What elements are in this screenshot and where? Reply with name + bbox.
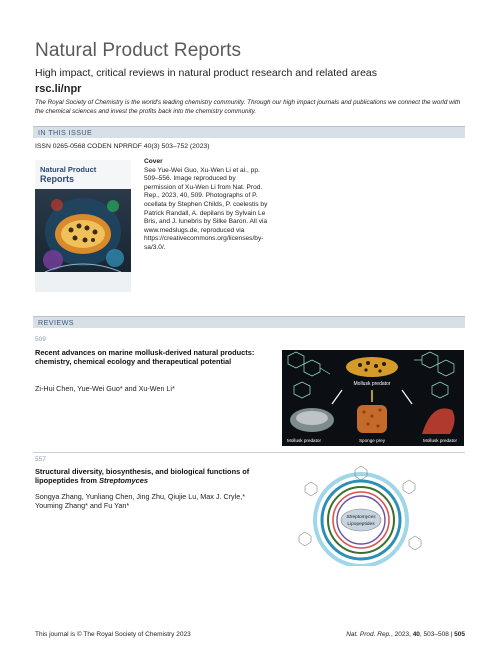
- review-page-number: 509: [35, 336, 46, 343]
- review-authors: Songya Zhang, Yunliang Chen, Jing Zhu, Qiujie Lu, Max J. Cryle,* Youming Zhang* and Fu Yan*: [35, 492, 246, 511]
- graphic-label-predator-right: Mollusk predator: [423, 438, 457, 443]
- in-this-issue-label: IN THIS ISSUE: [38, 128, 93, 137]
- graphic-label-predator-left: Mollusk predator: [287, 438, 321, 443]
- cover-caption-lead: Cover: [144, 158, 163, 165]
- review-authors: Zi-Hui Chen, Yue-Wei Guo* and Xu-Wen Li*: [35, 384, 175, 393]
- journal-url-link[interactable]: rsc.li/npr: [35, 83, 82, 95]
- divider: [33, 452, 465, 453]
- review-title-link[interactable]: Structural diversity, biosynthesis, and biological functions of lipopeptides from Streptomyces: [35, 467, 250, 486]
- rsc-blurb: The Royal Society of Chemistry is the world's leading chemistry community. Through our high impact journals and publications we connect the world with the chemical sciences and invest the profits back into the chemistry community.: [35, 99, 461, 115]
- review-title-link[interactable]: Recent advances on marine mollusk-derived natural products: chemistry, chemical ecology and therapeutical potential: [35, 348, 255, 367]
- reviews-label: REVIEWS: [38, 318, 74, 327]
- footer-copyright: This journal is © The Royal Society of Chemistry 2023: [35, 631, 191, 638]
- cover-footer: [35, 272, 131, 292]
- cover-title: Natural Product Reports: [40, 165, 97, 184]
- journal-title: Natural Product Reports: [35, 40, 242, 61]
- lipopeptide-graphic: [285, 466, 435, 566]
- cover-image[interactable]: [35, 160, 131, 292]
- review-graphic-lipopeptides[interactable]: [285, 466, 435, 566]
- footer-citation: Nat. Prod. Rep., 2023, 40, 503–508 | 505: [346, 631, 465, 638]
- issn-line: ISSN 0265-0568 CODEN NPRRDF 40(3) 503–752 (2023): [35, 143, 210, 150]
- journal-tagline: High impact, critical reviews in natural product research and related areas: [35, 67, 377, 79]
- cover-caption: [144, 158, 269, 253]
- review-page-number: 557: [35, 456, 46, 463]
- graphic-label-streptomyces: Streptomyces: [346, 515, 376, 520]
- review-graphic-mollusk[interactable]: [282, 350, 464, 446]
- cover-caption-body: See Yue-Wei Guo, Xu-Wen Li et al., pp. 509–556. Image reproduced by permission of Xu-Wen Li from Nat. Prod. Rep., 2023, 40, 509. Photographs of P. ocellata by Stephen Childs, P. coelestis by Patrick Randall, A. depilans by Sylvain Le Bris, and J. lunebris by Silke Baron. All via www.medslugs.de, reproduced via https://creativecommons.org/licenses/by-sa/3.0/.: [144, 166, 268, 251]
- reviews-bar: [33, 316, 465, 328]
- graphic-label-lipopeptides: Lipopeptides: [347, 522, 375, 527]
- mollusk-graphic: [282, 350, 464, 446]
- graphic-label-predator-top: Mollusk predator: [353, 381, 391, 387]
- graphic-label-sponge: Sponge prey: [358, 438, 386, 443]
- in-this-issue-bar: [33, 126, 465, 138]
